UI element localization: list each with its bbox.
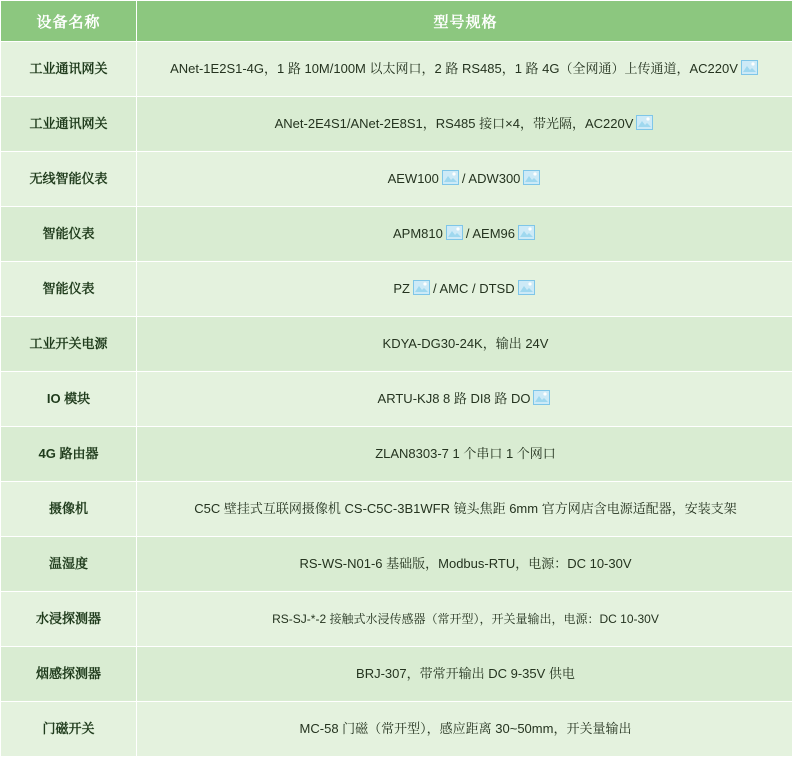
broken-image-icon bbox=[518, 280, 535, 295]
broken-image-icon bbox=[446, 225, 463, 240]
broken-image-icon bbox=[413, 280, 430, 295]
table-row bbox=[1, 317, 792, 372]
spec-text: MC-58 门磁（常开型），感应距离 30~50mm，开关量输出 bbox=[300, 719, 632, 739]
broken-image-icon bbox=[741, 60, 758, 75]
cell-device-name: IO 模块 bbox=[1, 372, 137, 427]
table-row bbox=[1, 592, 792, 647]
spec-text: KDYA-DG30-24K，输出 24V bbox=[383, 334, 549, 354]
cell-model-spec bbox=[137, 42, 792, 97]
cell-device-name: 门磁开关 bbox=[1, 702, 137, 757]
broken-image-icon bbox=[523, 170, 540, 185]
column-header-device-name: 设备名称 bbox=[1, 1, 137, 42]
cell-device-name: 无线智能仪表 bbox=[1, 152, 137, 207]
spec-text: RS-WS-N01-6 基础版，Modbus-RTU，电源：DC 10-30V bbox=[299, 554, 631, 574]
spec-text: ARTU-KJ8 8 路 DI8 路 DO bbox=[378, 389, 531, 409]
table-row bbox=[1, 702, 792, 757]
spec-text: C5C 壁挂式互联网摄像机 CS-C5C-3B1WFR 镜头焦距 6mm 官方网店含电源适配器，安装支架 bbox=[194, 499, 736, 519]
cell-model-spec bbox=[137, 97, 792, 152]
table-row bbox=[1, 152, 792, 207]
cell-device-name: 工业通讯网关 bbox=[1, 97, 137, 152]
cell-device-name: 智能仪表 bbox=[1, 207, 137, 262]
table-body bbox=[1, 42, 792, 757]
cell-model-spec bbox=[137, 317, 792, 372]
spec-text: AEW100 bbox=[388, 169, 439, 189]
spec-text: APM810 bbox=[393, 224, 443, 244]
table-row bbox=[1, 207, 792, 262]
cell-device-name: 温湿度 bbox=[1, 537, 137, 592]
cell-device-name: 智能仪表 bbox=[1, 262, 137, 317]
spec-text: RS-SJ-*-2 接触式水浸传感器（常开型），开关量输出，电源：DC 10-30V bbox=[272, 610, 659, 628]
table-row bbox=[1, 647, 792, 702]
table-row bbox=[1, 427, 792, 482]
cell-device-name: 摄像机 bbox=[1, 482, 137, 537]
table-row bbox=[1, 97, 792, 152]
cell-model-spec bbox=[137, 262, 792, 317]
cell-device-name: 工业开关电源 bbox=[1, 317, 137, 372]
cell-model-spec bbox=[137, 592, 792, 647]
column-header-model-spec: 型号规格 bbox=[137, 1, 792, 42]
table-row bbox=[1, 262, 792, 317]
table-row bbox=[1, 537, 792, 592]
spec-text: ANet-1E2S1-4G，1 路 10M/100M 以太网口，2 路 RS485，1 路 4G（全网通）上传通道，AC220V bbox=[170, 59, 738, 79]
cell-model-spec bbox=[137, 207, 792, 262]
spec-text-secondary: / AEM96 bbox=[466, 224, 515, 244]
broken-image-icon bbox=[442, 170, 459, 185]
table-header bbox=[1, 1, 792, 42]
table-row bbox=[1, 372, 792, 427]
spec-text-secondary: / AMC / DTSD bbox=[433, 279, 515, 299]
cell-model-spec bbox=[137, 537, 792, 592]
spec-text: PZ bbox=[393, 279, 410, 299]
cell-model-spec bbox=[137, 647, 792, 702]
broken-image-icon bbox=[636, 115, 653, 130]
cell-device-name: 4G 路由器 bbox=[1, 427, 137, 482]
spec-text: ANet-2E4S1/ANet-2E8S1，RS485 接口×4，带光隔，AC220V bbox=[275, 114, 634, 134]
cell-device-name: 水浸探测器 bbox=[1, 592, 137, 647]
spec-text: BRJ-307，带常开输出 DC 9-35V 供电 bbox=[356, 664, 575, 684]
table-row bbox=[1, 42, 792, 97]
broken-image-icon bbox=[533, 390, 550, 405]
cell-device-name: 烟感探测器 bbox=[1, 647, 137, 702]
table-header-row bbox=[1, 1, 792, 42]
cell-model-spec bbox=[137, 427, 792, 482]
cell-model-spec bbox=[137, 702, 792, 757]
cell-model-spec bbox=[137, 482, 792, 537]
spec-text-secondary: / ADW300 bbox=[462, 169, 521, 189]
cell-model-spec bbox=[137, 372, 792, 427]
table-row bbox=[1, 482, 792, 537]
cell-model-spec bbox=[137, 152, 792, 207]
spec-text: ZLAN8303-7 1 个串口 1 个网口 bbox=[375, 444, 556, 464]
broken-image-icon bbox=[518, 225, 535, 240]
cell-device-name: 工业通讯网关 bbox=[1, 42, 137, 97]
